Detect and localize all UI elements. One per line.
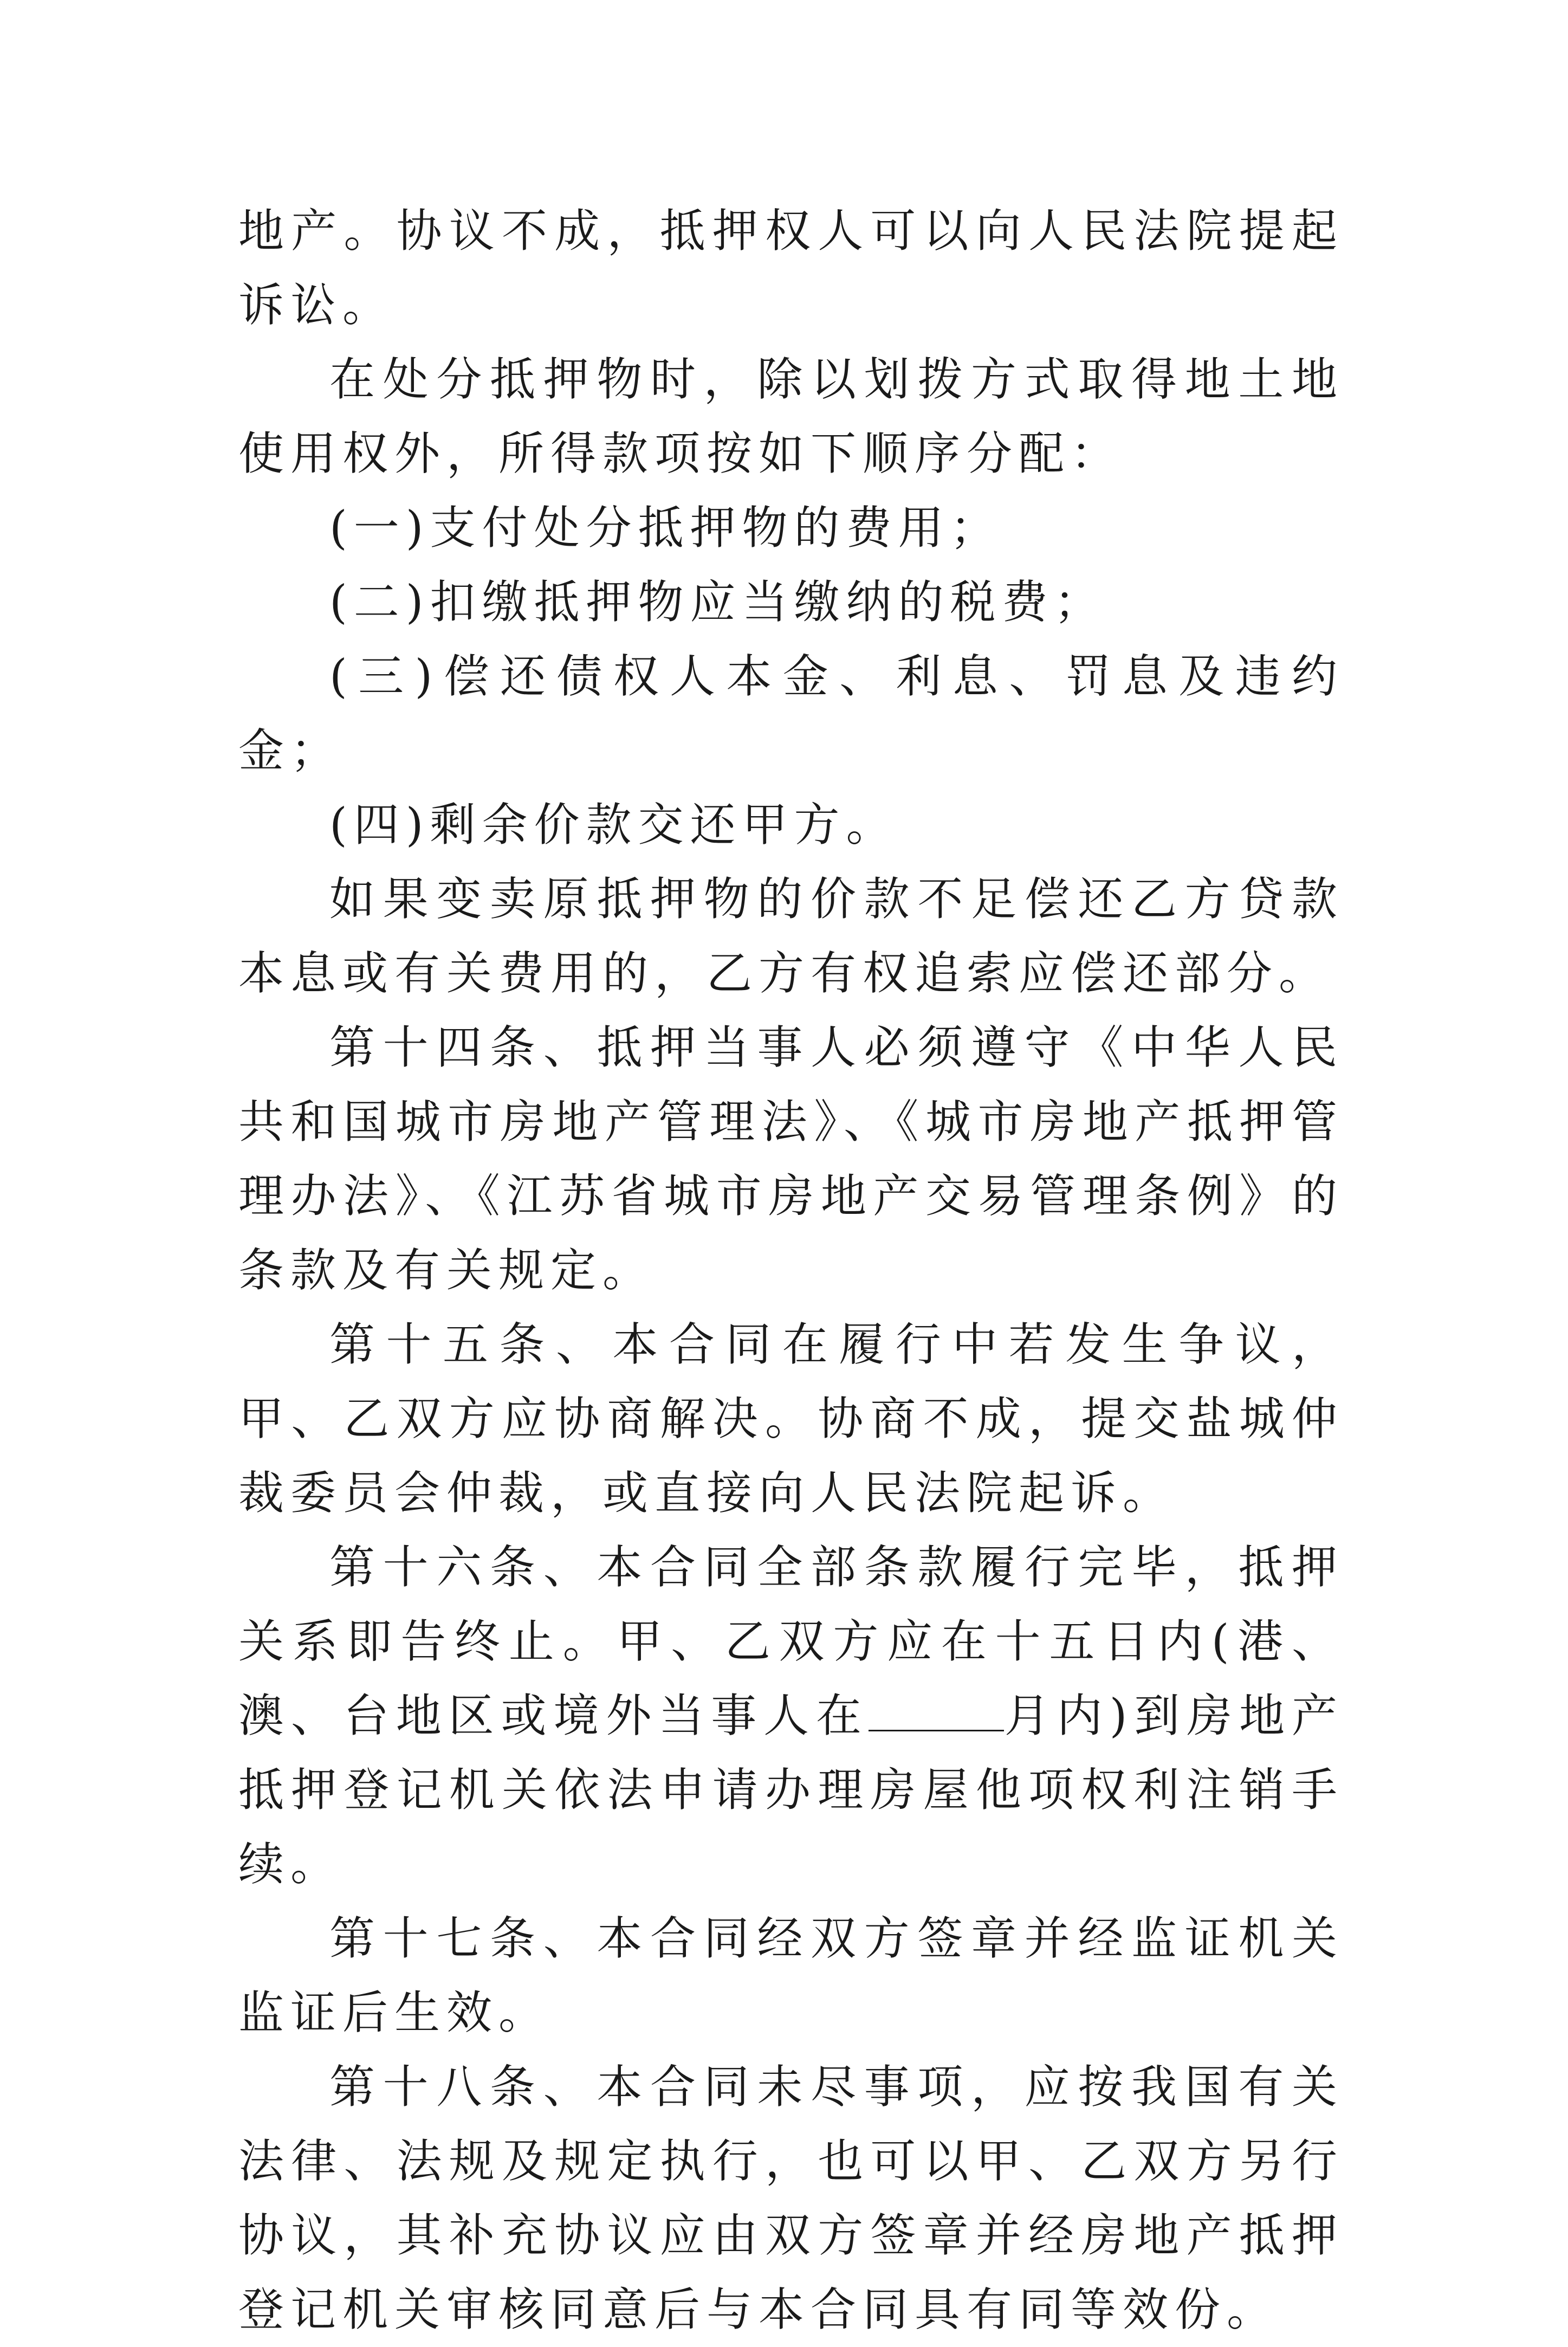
- paragraph-shortfall: 如果变卖原抵押物的价款不足偿还乙方贷款本息或有关费用的，乙方有权追索应偿还部分。: [238, 872, 1344, 1000]
- article-16-text-before: 第十六条、本合同全部条款履行完毕，抵押关系即告终止。甲、乙双方应在十五日内(港、澳、台地区或境外当事人在: [238, 1541, 1344, 1742]
- list-item-1: (一)支付处分抵押物的费用；: [329, 501, 1002, 554]
- article-14: 第十四条、抵押当事人必须遵守《中华人民共和国城市房地产管理法》、《城市房地产抵押管理办法》、《江苏省城市房地产交易管理条例》的条款及有关规定。: [238, 1021, 1344, 1297]
- list-item-4: (四)剩余价款交还甲方。: [329, 798, 898, 851]
- paragraph-continuation: 地产。协议不成，抵押权人可以向人民法院提起诉讼。: [238, 204, 1344, 332]
- document-body: [238, 194, 1344, 2347]
- article-16-text-after: 月内)到房地产抵押登记机关依法申请办理房屋他项权利注销手续。: [238, 1689, 1344, 1891]
- article-18: 第十八条、本合同未尽事项，应按我国有关法律、法规及规定执行，也可以甲、乙双方另行协议，其补充协议应由双方签章并经房地产抵押登记机关审核同意后与本合同具有同等效份。: [238, 2060, 1344, 2336]
- article-15: 第十五条、本合同在履行中若发生争议，甲、乙双方应协商解决。协商不成，提交盐城仲裁委员会仲裁，或直接向人民法院起诉。: [238, 1318, 1344, 1520]
- fill-in-blank-field[interactable]: [869, 1692, 1004, 1731]
- article-17: 第十七条、本合同经双方签章并经监证机关监证后生效。: [238, 1912, 1344, 2039]
- paragraph-disposal-order: 在处分抵押物时，除以划拨方式取得地土地使用权外，所得款项按如下顺序分配：: [238, 353, 1344, 480]
- list-item-2: (二)扣缴抵押物应当缴纳的税费；: [329, 576, 1106, 629]
- article-16: [238, 1530, 1344, 1902]
- list-item-3: (三)偿还债权人本金、利息、罚息及违约金；: [238, 650, 1344, 777]
